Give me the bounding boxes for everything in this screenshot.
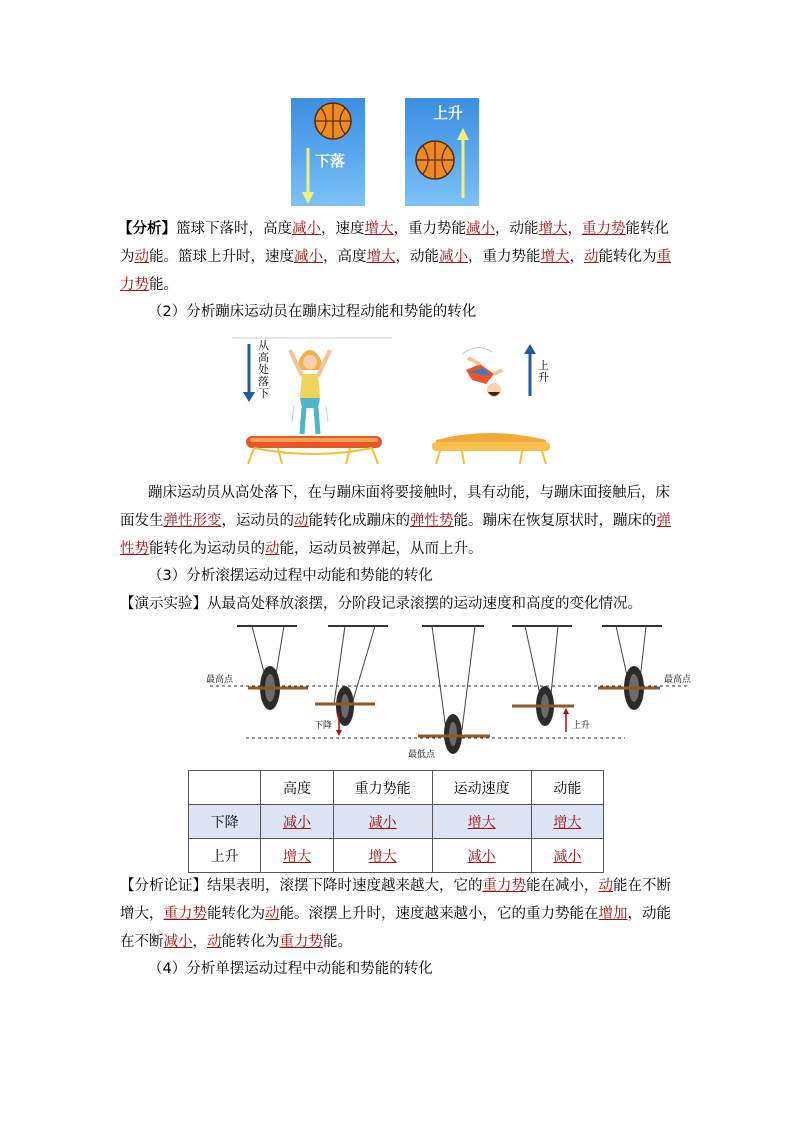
text-segment: 能。篮球上升时，速度 xyxy=(149,249,294,265)
text-segment: ， xyxy=(192,934,207,950)
conclusion-paragraph xyxy=(120,872,680,956)
fall-label: 从高处落下 xyxy=(258,339,269,400)
highlighted-term: 弹性势 xyxy=(120,513,671,557)
highlighted-term: 重力势 xyxy=(582,221,626,237)
highlighted-term: 减小 xyxy=(466,221,495,237)
text-segment: 能转化为 xyxy=(207,906,265,922)
table-cell: 减小 xyxy=(261,805,333,839)
text-segment: 能。滚摆上升时，速度越来越小，它的重力势能在 xyxy=(279,906,599,922)
table-header-cell: 动能 xyxy=(531,771,603,805)
falling-label: 下落 xyxy=(315,152,346,170)
basketball-analysis xyxy=(120,215,680,299)
text-segment: ，高度 xyxy=(323,249,367,265)
text-segment: 能转化成蹦床的 xyxy=(308,513,410,529)
section2-title: （2）分析蹦床运动员在蹦床过程动能和势能的转化 xyxy=(148,304,477,320)
table-header-cell xyxy=(189,771,261,805)
highlighted-term: 弹性势 xyxy=(410,513,454,529)
down-label: 下降 xyxy=(314,721,333,731)
highlighted-term: 动 xyxy=(207,934,222,950)
highlighted-term: 减小 xyxy=(439,249,468,265)
section3-title: （3）分析滚摆运动过程中动能和势能的转化 xyxy=(148,568,433,584)
conclusion-label: 【分析论证】 xyxy=(120,878,207,894)
highlighted-term: 重力势 xyxy=(120,249,671,293)
text-segment: ， xyxy=(569,249,584,265)
highlighted-term: 重力势 xyxy=(279,934,323,950)
text-segment: 能转化为 xyxy=(598,249,657,265)
text-segment: 能。 xyxy=(149,277,178,293)
table-header-row xyxy=(189,771,604,805)
highlighted-term: 增加 xyxy=(598,906,628,922)
table-header-cell: 高度 xyxy=(261,771,333,805)
text-segment: 蹦床运动员从高处落下，在与蹦床面将要接触时，具有动能，与蹦床面接触后，床面发生 xyxy=(120,485,670,529)
text-segment: 能，运动员被弹起，从而上升。 xyxy=(279,541,483,557)
lowest-point-label: 最低点 xyxy=(408,750,436,760)
analysis-text xyxy=(120,221,671,293)
highlighted-term: 增大 xyxy=(366,249,396,265)
table-cell: 增大 xyxy=(261,839,333,873)
table-row xyxy=(189,805,604,839)
highlighted-term: 动 xyxy=(584,249,599,265)
highlighted-term: 动 xyxy=(265,541,280,557)
highlighted-term: 弹性形变 xyxy=(163,513,222,529)
highest-point-right-label: 最高点 xyxy=(664,675,692,685)
text-segment: 结果表明，滚摆下降时速度越来越大，它的 xyxy=(207,878,483,894)
highlighted-term: 重力势 xyxy=(482,878,526,894)
table-cell: 增大 xyxy=(432,805,531,839)
highlighted-term: 动 xyxy=(265,906,280,922)
text-segment: ， xyxy=(567,221,582,237)
demo-label: 【演示实验】 xyxy=(120,596,207,612)
highlighted-term: 增大 xyxy=(538,221,568,237)
table-cell: 减小 xyxy=(432,839,531,873)
text-segment: 能转化为 xyxy=(120,221,669,265)
text-segment: ，速度 xyxy=(321,221,365,237)
basketball-rising-image xyxy=(405,98,479,206)
trampoline-rising-image xyxy=(428,340,553,466)
highest-point-left-label: 最高点 xyxy=(206,675,234,685)
text-segment: ，运动员的 xyxy=(221,513,294,529)
table-header-cell: 运动速度 xyxy=(432,771,531,805)
highlighted-term: 动 xyxy=(598,878,613,894)
highlighted-term: 减小 xyxy=(292,221,321,237)
text-segment: 能转化为运动员的 xyxy=(149,541,265,557)
text-segment: 能。蹦床在恢复原状时，蹦床的 xyxy=(453,513,657,529)
up-label: 上升 xyxy=(572,721,591,731)
text-segment: 篮球下落时，高度 xyxy=(176,221,292,237)
section4-title: （4）分析单摆运动过程中动能和势能的转化 xyxy=(148,961,433,977)
text-segment: 能转化为 xyxy=(221,934,280,950)
analysis-label: 【分析】 xyxy=(118,221,176,237)
table-row-label: 下降 xyxy=(189,805,261,839)
highlighted-term: 动 xyxy=(294,513,309,529)
highlighted-term: 增大 xyxy=(364,221,394,237)
text-segment: 能。 xyxy=(323,934,352,950)
rolling-pendulum-diagram xyxy=(200,620,700,760)
table-cell: 减小 xyxy=(531,839,603,873)
highlighted-term: 增大 xyxy=(540,249,570,265)
trampoline-analysis xyxy=(120,479,680,563)
basketball-falling-image xyxy=(291,98,365,206)
table-cell: 增大 xyxy=(333,839,432,873)
table-cell: 增大 xyxy=(531,805,603,839)
highlighted-term: 动 xyxy=(134,249,149,265)
demo-paragraph xyxy=(120,590,680,618)
text-segment: ，重力势能 xyxy=(468,249,541,265)
trampoline-falling-image xyxy=(232,336,392,466)
text-segment: ，重力势能 xyxy=(393,221,466,237)
text-segment: ，动能在不断 xyxy=(120,906,671,950)
table-cell: 减小 xyxy=(333,805,432,839)
highlighted-term: 减小 xyxy=(163,934,193,950)
rising-label: 上升 xyxy=(433,104,464,122)
highlighted-term: 重力势 xyxy=(163,906,207,922)
text-segment: 能在不断增大， xyxy=(120,878,671,922)
text-segment: ，动能 xyxy=(395,249,439,265)
table-row xyxy=(189,839,604,873)
table-row-label: 上升 xyxy=(189,839,261,873)
energy-table xyxy=(188,770,604,873)
demo-text: 从最高处释放滚摆，分阶段记录滚摆的运动速度和高度的变化情况。 xyxy=(207,596,642,612)
rise-label: 上升 xyxy=(538,359,549,384)
table-header-cell: 重力势能 xyxy=(333,771,432,805)
text-segment: 能在减小， xyxy=(526,878,599,894)
text-segment: ，动能 xyxy=(495,221,539,237)
highlighted-term: 减小 xyxy=(294,249,323,265)
